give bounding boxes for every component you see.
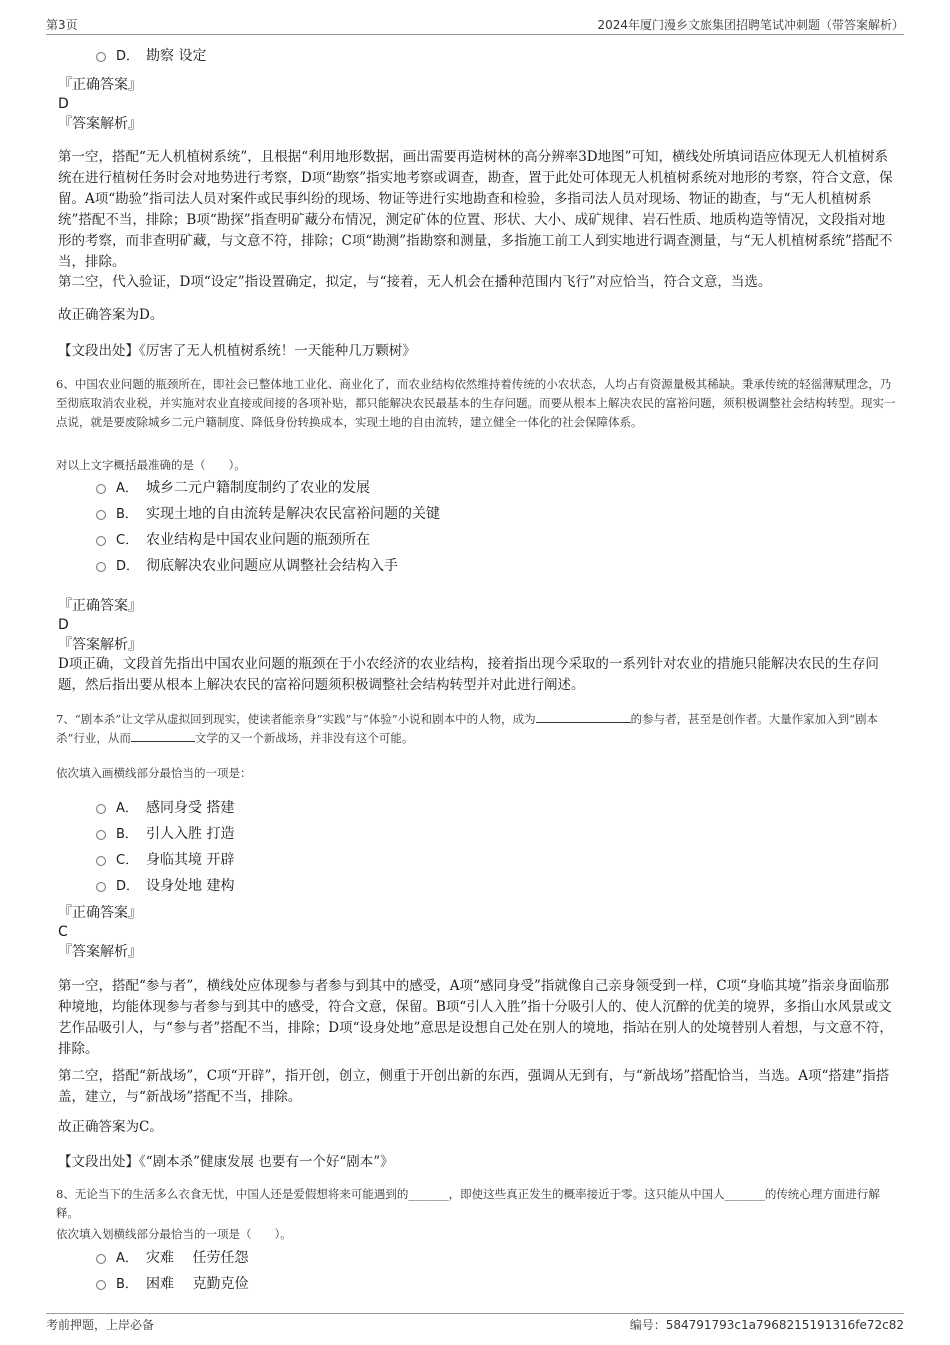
- q7-source: 【文段出处】《“剧本杀”健康发展 也要有一个好“剧本”》: [58, 1154, 394, 1170]
- q8-option-b[interactable]: B． 困难 克勤克俭: [96, 1274, 248, 1295]
- radio-icon[interactable]: [96, 882, 106, 892]
- page-number: 第3页: [46, 18, 78, 32]
- q5-analysis-label: 『答案解析』: [58, 116, 142, 132]
- radio-icon[interactable]: [96, 484, 106, 494]
- radio-icon[interactable]: [96, 1254, 106, 1264]
- blank-1: _______: [408, 1187, 449, 1201]
- radio-icon[interactable]: [96, 52, 106, 62]
- q6-analysis: D项正确，文段首先指出中国农业问题的瓶颈在于小农经济的农业结构，接着指出现今采取的一系列针对农业的措施只能解决农民的生存问题，然后指出要从根本上解决农民的富裕问题须积极调整社会结构转型并对此进行阐述。: [58, 656, 879, 693]
- q7-analysis-p1: 第一空，搭配“参与者”，横线处应体现参与者参与到其中的感受，A项“感同身受”指就像自己亲身领受到一样，C项“身临其境”指亲身面临那种境地，均能体现参与者参与到其中的感受，符合文意，保留。B项“引人入胜”指十分吸引人的、使人沉醉的优美的境界，多指山水风景或文艺作品吸引人，与“参与者”搭配不当，排除；D项“设身处地”意思是设想自己处在别人的境地，指站在别人的处境替别人着想，与文意不符，排除。: [58, 978, 893, 1057]
- q6-answer: D: [58, 617, 69, 633]
- q5-answer-label: 『正确答案』: [58, 77, 142, 93]
- q7-answer: C: [58, 924, 68, 940]
- radio-icon[interactable]: [96, 830, 106, 840]
- q5-analysis-p1: 第一空，搭配“无人机植树系统”，且根据“利用地形数据，画出需要再造树林的高分辨率3D地图”可知，横线处所填词语应体现无人机植树系统在进行植树任务时会对地势进行考察，D项“勘察”指实地考察或调查，勘查，置于此处可体现无人机植树系统对地形的考察，符合文意，保留。A项“勘验”指司法人员对案件或民事纠纷的现场、物证等进行实地勘查和检验，多指司法人员对现场、物证的勘查，与“无人机植树系统”搭配不当，排除；B项“勘探”指查明矿藏分布情况，测定矿体的位置、形状、大小、成矿规律、岩石性质、地质构造等情况，文段指对地形的考察，而非查明矿藏，与文意不符，排除；C项“勘测”指勘察和测量，多指施工前工人到实地进行调查测量，与“无人机植树系统”搭配不当，排除。: [58, 149, 893, 270]
- q6-option-a[interactable]: A． 城乡二元户籍制度制约了农业的发展: [96, 478, 370, 499]
- q6-option-c[interactable]: C． 农业结构是中国农业问题的瓶颈所在: [96, 530, 370, 551]
- q5-answer: D: [58, 96, 69, 112]
- q6-option-b[interactable]: B． 实现土地的自由流转是解决农民富裕问题的关键: [96, 504, 440, 525]
- q7-stem: 7、“剧本杀”让文学从虚拟回到现实，使读者能亲身“实践”与“体验”小说和剧本中的人物，成为 的参与者，甚至是创作者。大量作家加入到“剧本杀”行业，从而 文学的又一个新战场，并非没有这个可能。: [56, 712, 878, 745]
- q7-option-b[interactable]: B． 引人入胜 打造: [96, 824, 234, 845]
- radio-icon[interactable]: [96, 510, 106, 520]
- radio-icon[interactable]: [96, 856, 106, 866]
- blank-line: [536, 710, 631, 723]
- q6-question: 对以上文字概括最准确的是（ ）。: [56, 458, 246, 472]
- radio-icon[interactable]: [96, 536, 106, 546]
- q8-stem: 8、无论当下的生活多么衣食无忧，中国人还是爱假想将来可能遇到的_______，即使这些真正发生的概率接近于零。这只能从中国人_______的传统心理方面进行解释。: [56, 1187, 880, 1220]
- radio-icon[interactable]: [96, 1280, 106, 1290]
- q8-question: 依次填入划横线部分最恰当的一项是（ ）。: [56, 1227, 292, 1241]
- q7-analysis-p2: 第二空，搭配“新战场”，C项“开辟”，指开创，创立，侧重于开创出新的东西，强调从无到有，与“新战场”搭配恰当，当选。A项“搭建”指搭盖，建立，与“新战场”搭配不当，排除。: [58, 1068, 890, 1105]
- q5-conclusion: 故正确答案为D。: [58, 307, 164, 323]
- radio-icon[interactable]: [96, 562, 106, 572]
- q6-analysis-label: 『答案解析』: [58, 637, 142, 653]
- q8-option-a[interactable]: A． 灾难 任劳任怨: [96, 1248, 248, 1269]
- q7-conclusion: 故正确答案为C。: [58, 1119, 163, 1135]
- q5-option-d[interactable]: D． 勘察 设定: [96, 46, 206, 67]
- page-header: [46, 16, 904, 35]
- q6-option-d[interactable]: D． 彻底解决农业问题应从调整社会结构入手: [96, 556, 398, 577]
- q7-question: 依次填入画横线部分最恰当的一项是：: [56, 766, 252, 780]
- q7-option-d[interactable]: D． 设身处地 建构: [96, 876, 234, 897]
- blank-line: [131, 729, 195, 742]
- radio-icon[interactable]: [96, 804, 106, 814]
- footer-slogan: 考前押题，上岸必备: [46, 1318, 155, 1332]
- q6-answer-label: 『正确答案』: [58, 598, 142, 614]
- blank-2: _______: [724, 1187, 765, 1201]
- q7-option-c[interactable]: C． 身临其境 开辟: [96, 850, 234, 871]
- page-footer: [46, 1313, 904, 1334]
- q5-analysis-p2: 第二空，代入验证，D项“设定”指设置确定，拟定，与“接着，无人机会在播种范围内飞行”对应恰当，符合文意，当选。: [58, 274, 772, 290]
- q7-option-a[interactable]: A． 感同身受 搭建: [96, 798, 234, 819]
- q6-stem: 6、中国农业问题的瓶颈所在，即社会已整体地工业化、商业化了，而农业结构依然维持着传统的小农状态，人均占有资源量极其稀缺。秉承传统的轻徭薄赋理念，乃至彻底取消农业税，并实施对农业直接或间接的各项补贴，都只能解决农民最基本的生存问题。而要从根本上解决农民的富裕问题，须积极调整社会结构转型。现实一点说，就是要废除城乡二元户籍制度、降低身份转换成本，实现土地的自由流转，建立健全一体化的社会保障体系。: [56, 377, 896, 429]
- document-id: 编号：584791793c1a7968215191316fe72c82: [629, 1318, 904, 1332]
- q7-answer-label: 『正确答案』: [58, 905, 142, 921]
- q7-analysis-label: 『答案解析』: [58, 944, 142, 960]
- q5-source: 【文段出处】《厉害了无人机植树系统！一天能种几万颗树》: [58, 343, 416, 359]
- document-title: 2024年厦门漫乡文旅集团招聘笔试冲刺题（带答案解析）: [597, 18, 904, 32]
